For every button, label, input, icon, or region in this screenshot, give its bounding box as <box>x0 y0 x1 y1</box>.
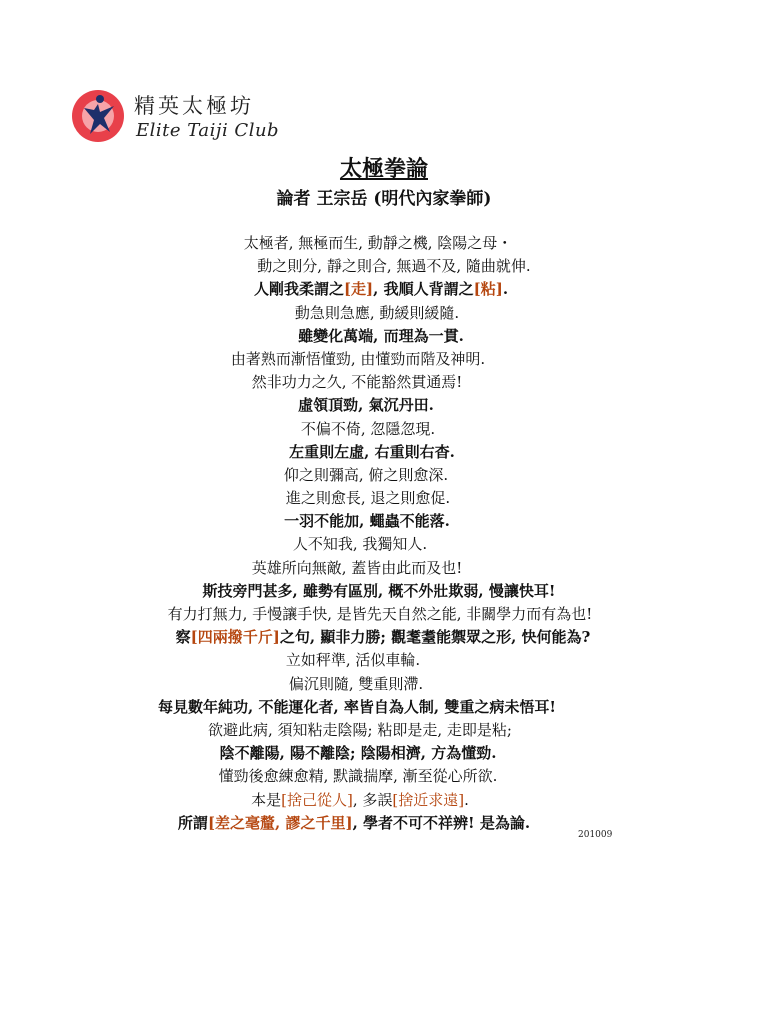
text-segment: 偏沉則隨, 雙重則滯. <box>288 674 424 693</box>
highlighted-phrase: [粘] <box>473 280 503 299</box>
logo-english-text: Elite Taiji Club <box>136 120 280 141</box>
text-line <box>0 742 742 765</box>
text-segment: , 我順人背謂之 <box>373 280 474 299</box>
text-segment: 本是 <box>251 790 282 809</box>
highlighted-phrase: [捨近求遠] <box>392 790 465 809</box>
text-line <box>0 557 741 580</box>
text-line <box>0 649 737 672</box>
highlighted-phrase: [差之毫釐, 謬之千里] <box>207 813 353 832</box>
text-line <box>0 441 756 464</box>
text-line <box>0 765 742 788</box>
text-segment: 察 <box>175 628 191 647</box>
text-segment: 斯技旁門甚多, 雖勢有區別, 概不外壯欺弱, 慢讓快耳! <box>202 581 556 600</box>
text-line <box>0 719 744 742</box>
classic-text <box>0 232 768 835</box>
text-segment: 欲避此病, 須知粘走陰陽; 粘即是走, 走即是粘; <box>208 720 512 739</box>
text-segment: 由著熟而漸悟懂勁, 由懂勁而階及神明. <box>230 349 486 368</box>
text-line <box>0 487 752 510</box>
text-segment: . <box>502 280 509 299</box>
text-segment: 虛領頂勁, 氣沉丹田. <box>298 396 434 415</box>
text-line <box>0 510 751 533</box>
text-segment: 陰不離陽, 陽不離陰; 陰陽相濟, 方為懂勁. <box>219 744 497 763</box>
author-line: 論者 王宗岳 (明代內家拳師) <box>276 189 492 209</box>
text-segment: 所謂 <box>177 813 208 832</box>
page-title: 太極拳論 <box>339 156 428 182</box>
text-line <box>0 232 762 255</box>
text-line <box>0 789 744 812</box>
text-segment: 進之則愈長, 退之則愈促. <box>285 489 451 508</box>
text-segment: 英雄所向無敵, 蓋皆由此而及也! <box>251 558 463 577</box>
text-line <box>0 533 744 556</box>
text-line <box>0 418 752 441</box>
text-segment: 動急則急應, 動緩則緩隨. <box>294 303 460 322</box>
text-segment: 每見數年純功, 不能運化者, 率皆自為人制, 雙重之病未悟耳! <box>158 697 556 716</box>
text-line <box>0 325 765 348</box>
text-segment: 左重則左虛, 右重則右杳. <box>289 442 455 461</box>
text-segment: 一羽不能加, 蠅蟲不能落. <box>284 512 450 531</box>
text-segment: , 多誤 <box>352 790 393 809</box>
highlighted-phrase: [四兩撥千斤] <box>190 628 280 647</box>
taiji-figure-icon <box>70 86 130 150</box>
text-line <box>0 302 761 325</box>
text-line <box>0 626 767 649</box>
text-line <box>0 371 741 394</box>
text-line <box>0 673 740 696</box>
text-segment: 太極者, 無極而生, 動靜之機, 陰陽之母・ <box>243 234 513 252</box>
text-line <box>0 394 750 417</box>
highlighted-phrase: [走] <box>343 280 374 299</box>
text-segment: 之句, 顯非力勝; 觀耄耋能禦眾之形, 快何能為? <box>279 628 591 647</box>
text-segment: 人不知我, 我獨知人. <box>292 535 428 554</box>
club-logo <box>70 86 290 150</box>
text-line <box>0 464 750 487</box>
text-line <box>10 255 768 278</box>
text-segment: 懂勁後愈練愈精, 默識揣摩, 漸至從心所欲. <box>218 767 498 786</box>
text-segment: . <box>464 790 469 809</box>
logo-chinese-text: 精英太極坊 <box>134 94 254 118</box>
text-line <box>0 603 764 626</box>
text-segment: 人剛我柔謂之 <box>253 280 344 299</box>
text-line <box>0 278 765 301</box>
text-line <box>0 812 738 835</box>
date-stamp: 201009 <box>578 830 613 840</box>
text-segment: 不偏不倚, 忽隱忽現. <box>300 419 436 438</box>
text-line <box>0 696 741 719</box>
text-segment: , 學者不可不祥辨! 是為論. <box>352 813 531 832</box>
highlighted-phrase: [捨己從人] <box>281 790 353 809</box>
text-line <box>0 348 742 371</box>
text-segment: 然非功力之久, 不能豁然貫通焉! <box>251 373 463 392</box>
text-line <box>0 580 763 603</box>
text-segment: 雖變化萬端, 而理為一貫. <box>298 326 464 345</box>
text-segment: 立如秤準, 活似車輪. <box>285 651 421 670</box>
text-segment: 仰之則彌高, 俯之則愈深. <box>283 465 449 484</box>
text-segment: 有力打無力, 手慢讓手快, 是皆先天自然之能, 非關學力而有為也! <box>167 605 593 623</box>
text-segment: 動之則分, 靜之則合, 無過不及, 隨曲就伸. <box>257 257 531 276</box>
